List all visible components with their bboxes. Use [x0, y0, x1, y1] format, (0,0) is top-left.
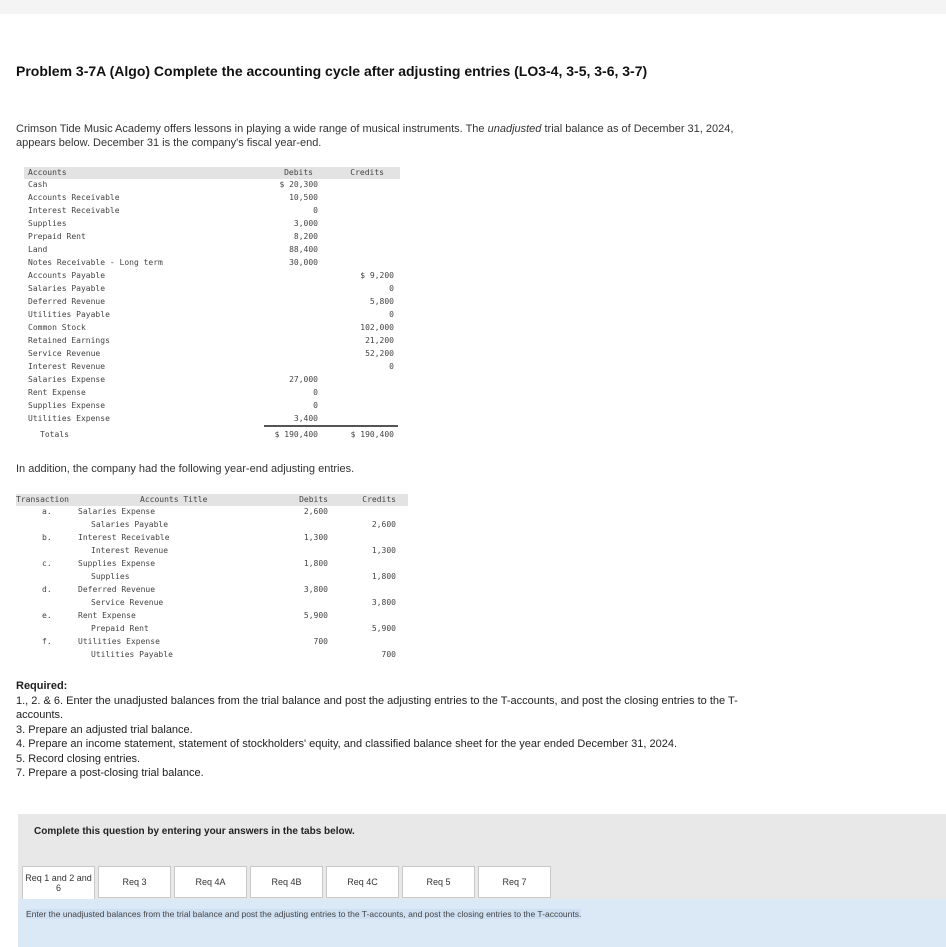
transaction-letter: a.	[42, 507, 52, 516]
account-name: Service Revenue	[28, 349, 101, 358]
debit-value: 0	[313, 206, 318, 215]
header-accounts-title: Accounts Title	[140, 495, 208, 504]
required-list	[16, 694, 776, 781]
trial-balance-totals	[24, 426, 400, 442]
table-row	[24, 179, 400, 192]
credit-value: 5,800	[369, 297, 394, 306]
account-name: Accounts Payable	[28, 271, 106, 280]
table-row	[24, 374, 400, 387]
account-name: Salaries Payable	[28, 284, 106, 293]
tab-3[interactable]: Req 4A	[174, 866, 247, 898]
table-row	[24, 361, 400, 374]
tab-instruction: Enter the unadjusted balances from the trial balance and post the adjusting entries to the T-accounts, and post the closing entries to the T-accounts.	[26, 909, 582, 919]
debit-value: 8,200	[293, 232, 318, 241]
required-label: Required:	[16, 680, 68, 692]
account-name: Utilities Expense	[28, 414, 110, 423]
required-item: 3. Prepare an adjusted trial balance.	[16, 723, 193, 736]
required-item: 1., 2. & 6. Enter the unadjusted balances from the trial balance and post the adjusting entries to the T-accounts, and post the closing entries to the T-accounts.	[16, 694, 738, 721]
debit-value: 3,400	[293, 414, 318, 423]
table-row	[24, 413, 400, 426]
account-title: Utilities Payable	[91, 650, 173, 659]
account-title: Supplies Expense	[78, 559, 156, 568]
header-credits: Credits	[350, 168, 384, 177]
tab-content	[18, 899, 946, 947]
account-title: Salaries Payable	[91, 520, 169, 529]
credit-value: 5,900	[371, 624, 396, 633]
table-row	[24, 244, 400, 257]
table-row	[24, 348, 400, 361]
table-row	[16, 506, 408, 519]
debit-value: 3,800	[303, 585, 328, 594]
table-row	[16, 649, 408, 662]
table-row	[16, 545, 408, 558]
required-item: 5. Record closing entries.	[16, 752, 141, 765]
trial-balance-table	[24, 167, 400, 442]
top-bar	[0, 0, 946, 14]
header-debits: Debits	[284, 168, 313, 177]
required-item: 4. Prepare an income statement, statement of stockholders' equity, and classified balance sheet for the year ended December 31, 2024.	[16, 738, 678, 750]
table-row	[24, 205, 400, 218]
account-name: Common Stock	[28, 323, 86, 332]
table-row	[16, 597, 408, 610]
debit-value: $ 20,300	[279, 180, 318, 189]
adjusting-entries-table	[16, 494, 408, 662]
credit-value: 3,800	[371, 598, 396, 607]
account-title: Interest Revenue	[91, 546, 169, 555]
header-adj-debits: Debits	[299, 495, 328, 504]
table-row	[16, 623, 408, 636]
tab-2[interactable]: Req 3	[98, 866, 171, 898]
header-accounts: Accounts	[28, 168, 67, 177]
debit-value: 88,400	[289, 245, 318, 254]
table-row	[24, 387, 400, 400]
debit-value: 30,000	[289, 258, 318, 267]
debit-value: 3,000	[293, 219, 318, 228]
table-row	[24, 400, 400, 413]
adjusting-body	[16, 506, 408, 662]
adjusting-header	[16, 494, 408, 506]
table-row	[24, 192, 400, 205]
account-name: Notes Receivable - Long term	[28, 258, 163, 267]
transaction-letter: c.	[42, 559, 52, 568]
credit-value: 52,200	[365, 349, 394, 358]
header-transaction: Transaction	[16, 495, 69, 504]
header-adj-credits: Credits	[362, 495, 396, 504]
panel-title: Complete this question by entering your answers in the tabs below.	[34, 826, 355, 837]
account-title: Utilities Expense	[78, 637, 160, 646]
page-title: Problem 3-7A (Algo) Complete the accounting cycle after adjusting entries (LO3-4, 3-5, 3-6, 3-7)	[16, 63, 648, 79]
account-name: Retained Earnings	[28, 336, 110, 345]
intro-italic: unadjusted	[487, 123, 542, 135]
trial-balance-body	[24, 179, 400, 426]
table-row	[16, 584, 408, 597]
account-name: Supplies Expense	[28, 401, 106, 410]
account-name: Rent Expense	[28, 388, 86, 397]
account-name: Land	[28, 245, 48, 254]
adjusting-intro: In addition, the company had the following year-end adjusting entries.	[16, 463, 355, 475]
account-title: Service Revenue	[91, 598, 164, 607]
account-name: Supplies	[28, 219, 67, 228]
tab-5[interactable]: Req 4C	[326, 866, 399, 898]
table-row	[16, 610, 408, 623]
table-row	[24, 322, 400, 335]
debit-value: 5,900	[303, 611, 328, 620]
account-title: Supplies	[91, 572, 130, 581]
table-row	[24, 257, 400, 270]
credit-value: 102,000	[360, 323, 394, 332]
transaction-letter: e.	[42, 611, 52, 620]
credit-value: 2,600	[371, 520, 396, 529]
table-row	[16, 519, 408, 532]
table-row	[16, 532, 408, 545]
table-row	[16, 636, 408, 649]
debit-value: 700	[313, 637, 328, 646]
table-row	[24, 270, 400, 283]
debit-value: 10,500	[289, 193, 318, 202]
credit-value: $ 9,200	[360, 271, 394, 280]
credit-value: 0	[389, 310, 394, 319]
account-title: Interest Receivable	[78, 533, 170, 542]
table-row	[16, 558, 408, 571]
credit-value: 0	[389, 284, 394, 293]
account-name: Interest Receivable	[28, 206, 120, 215]
totals-label: Totals	[40, 430, 69, 439]
intro-paragraph	[16, 122, 756, 150]
transaction-letter: b.	[42, 533, 52, 542]
debit-value: 0	[313, 401, 318, 410]
credit-value: 1,300	[371, 546, 396, 555]
tab-1[interactable]: Req 1 and 2 and 6	[22, 866, 95, 899]
credit-value: 700	[381, 650, 396, 659]
account-title: Rent Expense	[78, 611, 136, 620]
table-row	[16, 571, 408, 584]
totals-credit: $ 190,400	[350, 430, 394, 439]
credit-value: 0	[389, 362, 394, 371]
intro-text-2: trial balance as of December 31, 2024, appears below. December 31 is the company's fiscal year-end.	[16, 123, 734, 149]
account-title: Deferred Revenue	[78, 585, 156, 594]
transaction-letter: d.	[42, 585, 52, 594]
debit-value: 2,600	[303, 507, 328, 516]
account-name: Utilities Payable	[28, 310, 110, 319]
required-item: 7. Prepare a post-closing trial balance.	[16, 767, 204, 779]
table-row	[24, 218, 400, 231]
credit-value: 21,200	[365, 336, 394, 345]
account-name: Salaries Expense	[28, 375, 106, 384]
account-title: Salaries Expense	[78, 507, 156, 516]
tab-6[interactable]: Req 5	[402, 866, 475, 898]
debit-value: 1,800	[303, 559, 328, 568]
required-section	[16, 679, 776, 781]
account-name: Prepaid Rent	[28, 232, 86, 241]
totals-debit: $ 190,400	[274, 430, 318, 439]
debit-value: 27,000	[289, 375, 318, 384]
debit-value: 0	[313, 388, 318, 397]
question-panel	[18, 814, 946, 947]
table-row	[24, 335, 400, 348]
credit-value: 1,800	[371, 572, 396, 581]
table-row	[24, 296, 400, 309]
account-name: Cash	[28, 180, 48, 189]
tab-4[interactable]: Req 4B	[250, 866, 323, 898]
table-row	[24, 231, 400, 244]
totals-rule	[264, 426, 398, 427]
tab-7[interactable]: Req 7	[478, 866, 551, 898]
table-row	[24, 283, 400, 296]
table-row	[24, 309, 400, 322]
account-name: Interest Revenue	[28, 362, 106, 371]
trial-balance-header	[24, 167, 400, 179]
intro-text-1: Crimson Tide Music Academy offers lessons in playing a wide range of musical instruments. The	[16, 123, 488, 135]
account-name: Deferred Revenue	[28, 297, 106, 306]
account-title: Prepaid Rent	[91, 624, 149, 633]
debit-value: 1,300	[303, 533, 328, 542]
transaction-letter: f.	[42, 637, 52, 646]
account-name: Accounts Receivable	[28, 193, 120, 202]
